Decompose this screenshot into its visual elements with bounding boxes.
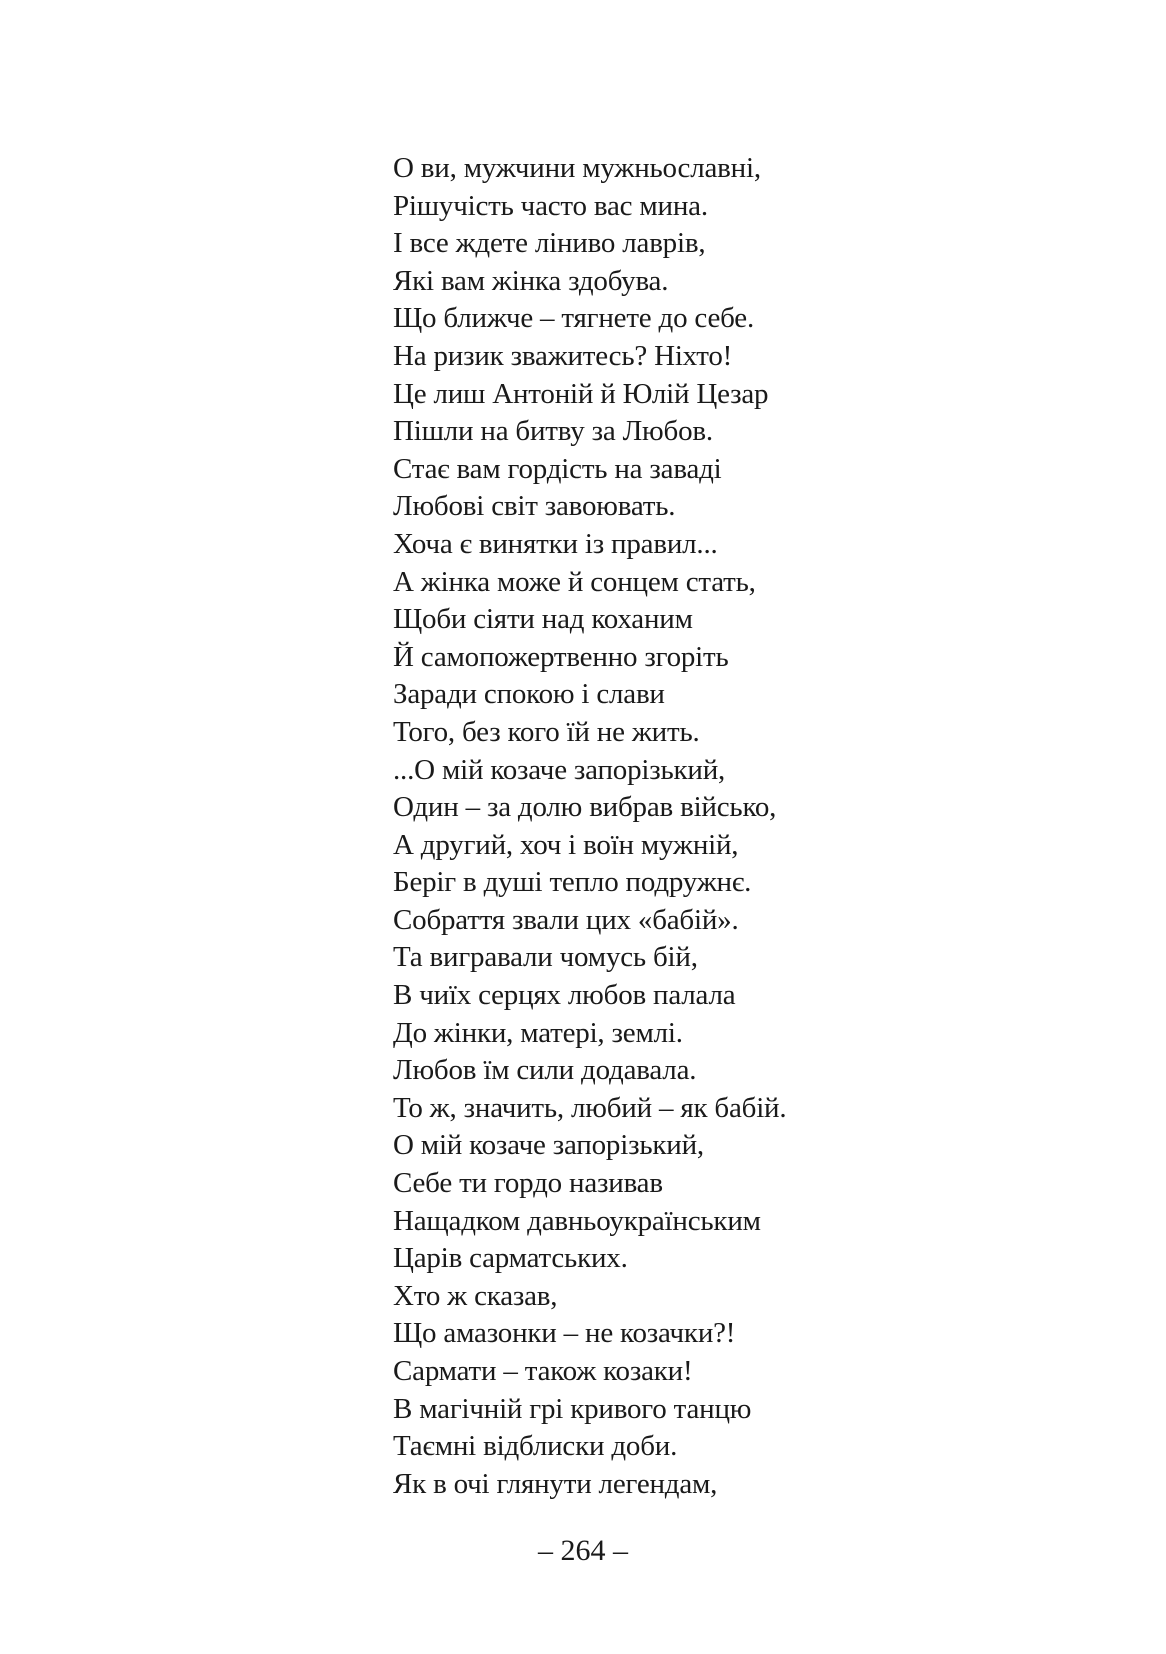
poem-line: Рішучість часто вас мина. xyxy=(393,189,708,222)
poem-line: Пішли на битву за Любов. xyxy=(393,415,713,448)
poem-line: До жінки, матері, землі. xyxy=(393,1016,683,1049)
poem-text xyxy=(393,150,786,1503)
poem-line: Царів сарматських. xyxy=(393,1242,628,1275)
poem-line: Хоча є винятки із правил... xyxy=(393,527,718,560)
poem-line: Нащадком давньоукраїнським xyxy=(393,1204,761,1237)
poem-line: Та вигравали чомусь бій, xyxy=(393,941,698,974)
poem-line: Собраття звали цих «бабій». xyxy=(393,903,739,936)
poem-line: Це лиш Антоній й Юлій Цезар xyxy=(393,377,769,410)
poem-line: Що амазонки – не козачки?! xyxy=(393,1317,736,1350)
poem-line: В чиїх серцях любов палала xyxy=(393,979,736,1012)
poem-line: Й самопожертвенно згоріть xyxy=(393,640,729,673)
poem-line: О ви, мужчини мужньославні, xyxy=(393,152,761,184)
poem-line: Що ближче – тягнете до себе. xyxy=(393,302,755,335)
poem-line: Любові світ завоювать. xyxy=(393,490,676,523)
poem-line: Стає вам гордість на заваді xyxy=(393,452,722,485)
poem-line: Любов їм сили додавала. xyxy=(393,1054,697,1087)
poem-line: Того, без кого їй не жить. xyxy=(393,715,700,748)
poem-line: Себе ти гордо називав xyxy=(393,1167,663,1200)
poem-line: На ризик зважитесь? Ніхто! xyxy=(393,339,733,372)
poem-line: Хто ж сказав, xyxy=(393,1279,558,1312)
poem-line: Заради спокою і слави xyxy=(393,678,665,711)
poem-line: О мій козаче запорізький, xyxy=(393,1129,704,1162)
poem-line: В магічній грі кривого танцю xyxy=(393,1392,752,1425)
poem-line: І все ждете ліниво лаврів, xyxy=(393,227,706,260)
poem-line: Беріг в душі тепло подружнє. xyxy=(393,866,752,899)
poem-line: ...О мій козаче запорізький, xyxy=(393,753,726,786)
poem-line: А другий, хоч і воїн мужній, xyxy=(393,828,739,861)
poem-line: Які вам жінка здобува. xyxy=(393,264,669,297)
poem-line: Сармати – також козаки! xyxy=(393,1355,693,1387)
poem-line: А жінка може й сонцем стать, xyxy=(393,565,756,598)
poem-line: Щоби сіяти над коханим xyxy=(393,603,693,636)
page-number: – 264 – xyxy=(538,1534,628,1567)
poem-line: Один – за долю вибрав військо, xyxy=(393,791,777,824)
poem-line: Як в очі глянути легендам, xyxy=(393,1467,718,1500)
poem-line: То ж, значить, любий – як бабій. xyxy=(393,1091,787,1124)
poem-line: Таємні відблиски доби. xyxy=(393,1430,678,1463)
